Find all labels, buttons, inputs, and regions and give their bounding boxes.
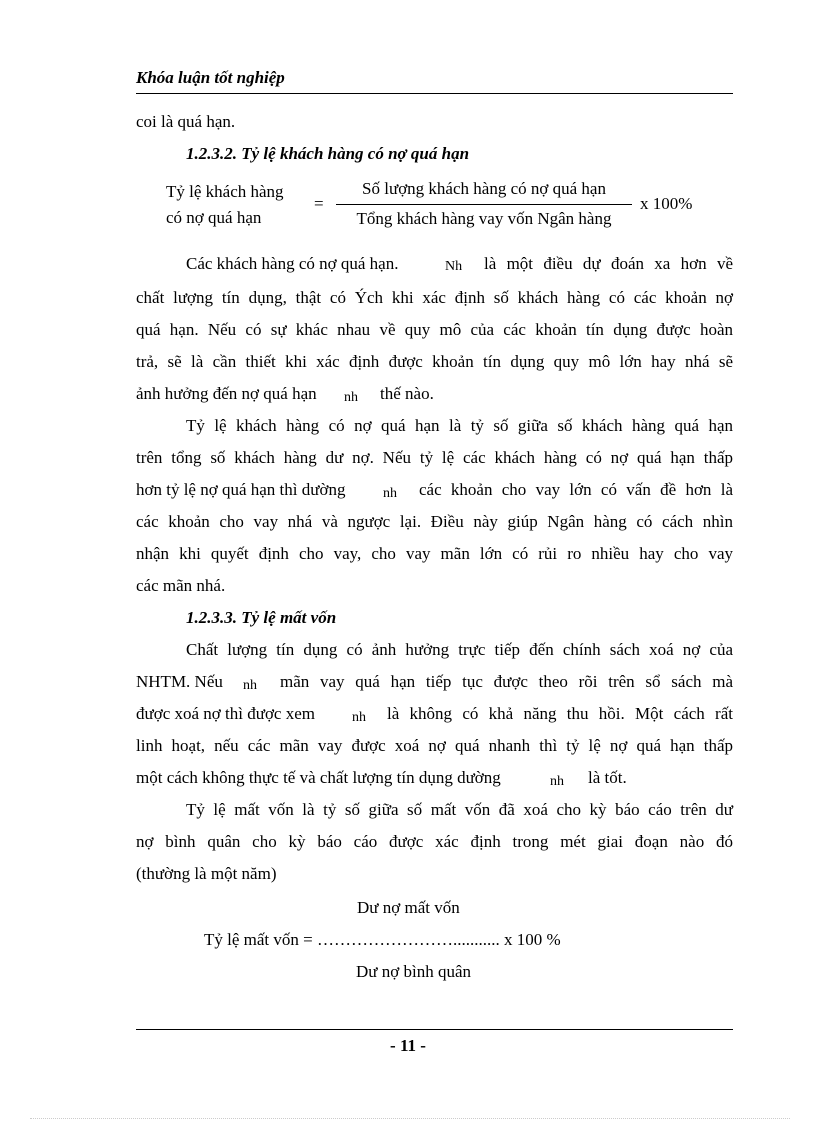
p2-line3b: các khoản cho vay lớn có vấn đề hơn là xyxy=(419,480,733,499)
p2-line3a: hơn tỷ lệ nợ quá hạn thì dường xyxy=(136,480,346,499)
s2p1-line5-nh: nh xyxy=(550,774,564,789)
s2p1-line3-nh: nh xyxy=(352,710,366,725)
page-number: - 11 - xyxy=(390,1036,426,1055)
formula-equals: = xyxy=(314,194,324,213)
p1-line1a: Các khách hàng có nợ quá hạn. xyxy=(186,254,399,273)
header-rule xyxy=(136,93,733,94)
formula-multiplier: x 100% xyxy=(640,194,693,213)
page-edge-divider xyxy=(30,1118,790,1119)
s2p1-line2-nh: nh xyxy=(243,678,257,693)
p2-line2: trên tổng số khách hàng dư nợ. Nếu tỷ lệ các khách hàng có nợ quá hạn thấp xyxy=(136,448,733,467)
p2-line6: các mãn nhá. xyxy=(136,576,226,595)
formula-denominator: Tổng khách hàng vay vốn Ngân hàng xyxy=(356,209,612,228)
top-text: coi là quá hạn. xyxy=(136,112,236,131)
s2p1-line2b: mãn vay quá hạn tiếp tục được theo rõi trên sổ sách mà xyxy=(280,672,733,691)
formula2-denominator: Dư nợ bình quân xyxy=(356,962,471,981)
s2p2-line1: Tỷ lệ mất vốn là tỷ số giữa số mất vốn đã xoá cho kỳ báo cáo trên dư xyxy=(186,800,733,819)
s2p1-line3b: là không có khả năng thu hồi. Một cách rất xyxy=(387,704,733,723)
p1-line1-nh: Nh xyxy=(445,259,463,274)
s2p1-line5b: là tốt. xyxy=(588,768,627,787)
fraction-line xyxy=(336,204,632,205)
p2-line1: Tỷ lệ khách hàng có nợ quá hạn là tỷ số giữa số khách hàng quá hạn xyxy=(186,416,733,435)
formula-numerator: Số lượng khách hàng có nợ quá hạn xyxy=(362,179,606,198)
s2p1-line2a: NHTM. Nếu xyxy=(136,672,223,691)
formula2-main: Tỷ lệ mất vốn = ……………………........... x 100 % xyxy=(204,930,561,949)
header-title: Khóa luận tốt nghiệp xyxy=(136,68,285,87)
s2p1-line1: Chất lượng tín dụng có ảnh hưởng trực tiếp đến chính sách xoá nợ của xyxy=(186,640,733,659)
p1-line2: chất lượng tín dụng, thật có Ých khi xác định số khách hàng có các khoản nợ xyxy=(136,288,733,307)
section-heading-1-2-3-3: 1.2.3.3. Tỷ lệ mất vốn xyxy=(186,608,337,627)
p1-line5b: thế nào. xyxy=(380,384,434,403)
footer-rule xyxy=(136,1029,733,1030)
p1-line3: quá hạn. Nếu có sự khác nhau về quy mô của các khoản tín dụng được hoàn xyxy=(136,320,733,339)
s2p2-line3: (thường là một năm) xyxy=(136,864,277,883)
p1-line5a: ảnh hưởng đến nợ quá hạn xyxy=(136,384,317,403)
p1-line5-nh: nh xyxy=(344,390,358,405)
formula-lhs-line1: Tỷ lệ khách hàng xyxy=(166,182,284,201)
s2p1-line5a: một cách không thực tế và chất lượng tín dụng dường xyxy=(136,768,501,787)
p2-line4: các khoản cho vay nhá và ngược lại. Điều này giúp Ngân hàng có cách nhìn xyxy=(136,512,733,531)
p1-line1b: là một điều dự đoán xa hơn về xyxy=(484,254,733,273)
p1-line4: trả, sẽ là cần thiết khi xác định được khoản tín dụng quy mô lớn hay nhá sẽ xyxy=(136,352,733,371)
formula-lhs-line2: có nợ quá hạn xyxy=(166,208,262,227)
s2p1-line3a: được xoá nợ thì được xem xyxy=(136,704,315,723)
p2-line5: nhận khi quyết định cho vay, cho vay mãn lớn có rủi ro nhiều hay cho vay xyxy=(136,544,733,563)
s2p2-line2: nợ bình quân cho kỳ báo cáo được xác định trong mét giai đoạn nào đó xyxy=(136,832,733,851)
formula2-numerator: Dư nợ mất vốn xyxy=(357,898,460,917)
section-heading-1-2-3-2: 1.2.3.2. Tỷ lệ khách hàng có nợ quá hạn xyxy=(186,144,470,163)
s2p1-line4: linh hoạt, nếu các mãn vay được xoá nợ quá nhanh thì tỷ lệ nợ quá hạn thấp xyxy=(136,736,733,755)
p2-line3-nh: nh xyxy=(383,486,397,501)
